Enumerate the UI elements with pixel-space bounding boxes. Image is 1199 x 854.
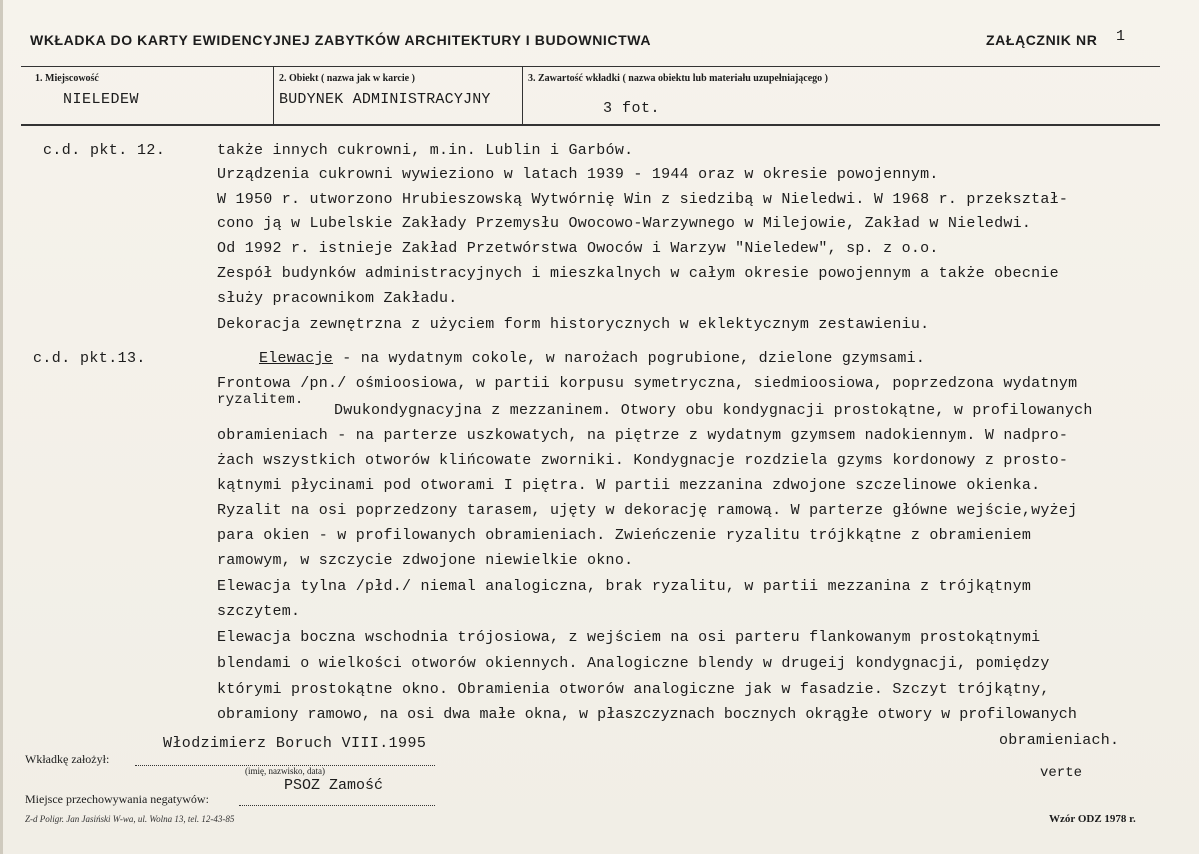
text-line: para okien - w profilowanych obramieniach. Zwieńczenie ryzalitu trójkkątne z obramieniem xyxy=(217,527,1032,544)
text-line: żach wszystkich otworów klińcowate zworniki. Kondygnacje rozdziela gzyms kordonowy z prosto- xyxy=(217,452,1069,469)
card-title: WKŁADKA DO KARTY EWIDENCYJNEJ ZABYTKÓW ARCHITEKTURY I BUDOWNICTWA xyxy=(30,32,652,48)
storage-label: Miejsce przechowywania negatywów: xyxy=(25,792,209,806)
text-line: blendami o wielkości otworów okiennych. Analogiczne blendy w drugeij kondygnacji, pomiędzy xyxy=(217,655,1050,672)
text-line: Urządzenia cukrowni wywieziono w latach 1939 - 1944 oraz w okresie powojennym. xyxy=(217,166,939,183)
storage-value: PSOZ Zamość xyxy=(284,777,384,794)
section-heading: Elewacje xyxy=(259,350,334,367)
text-line: Dekoracja zewnętrzna z użyciem form historycznych w eklektycznym zestawieniu. xyxy=(217,316,930,333)
locality-label: 1. Miejscowość xyxy=(35,73,99,84)
text-line: Elewacja tylna /płd./ niemal analogiczna, brak ryzalitu, w partii mezzanina z trójkątnym xyxy=(217,578,1032,595)
text-line: służy pracownikom Zakładu. xyxy=(217,290,458,307)
locality-value: NIELEDEW xyxy=(63,91,140,108)
text-line: obramieniach. xyxy=(999,732,1120,749)
section-heading-line xyxy=(259,350,925,367)
section-heading-rest: - na wydatnym cokole, w narożach pogrubione, dzielone gzymsami. xyxy=(333,350,926,367)
text-line: obramieniach - na parterze uszkowatych, na piętrze z wydatnym gzymsem nadokiennym. W nadpro- xyxy=(217,427,1069,444)
annex-number: 1 xyxy=(1116,28,1126,45)
printer-info: Z-d Poligr. Jan Jasiński W-wa, ul. Wolna 13, tel. 12-43-85 xyxy=(25,814,235,824)
header-top-rule xyxy=(21,66,1160,67)
object-label: 2. Obiekt ( nazwa jak w karcie ) xyxy=(279,73,415,84)
text-line: którymi prostokątne okno. Obramienia otworów analogiczne jak w fasadzie. Szczyt trójkątny, xyxy=(217,681,1050,698)
header-bottom-rule xyxy=(21,124,1160,126)
text-line: Od 1992 r. istnieje Zakład Przetwórstwa Owoców i Warzyw "Nieledew", sp. z o.o. xyxy=(217,240,939,257)
text-line: ryzalitem. xyxy=(217,392,304,408)
text-line: kątnymi płycinami pod otworami I piętra. W partii mezzanina zdwojone szczelinowe okienka. xyxy=(217,477,1041,494)
text-line: cono ją w Lubelskie Zakłady Przemysłu Owocowo-Warzywnego w Milejowie, Zakład w Nieledwi. xyxy=(217,215,1032,232)
text-line: ramowym, w szczycie zdwojone niewielkie okno. xyxy=(217,552,634,569)
author-label: Wkładkę założył: xyxy=(25,752,110,766)
text-line: obramiony ramowo, na osi dwa małe okna, w płaszczyznach bocznych okrągłe otwory w profilowanych xyxy=(217,706,1077,723)
field-divider-1 xyxy=(273,66,274,124)
text-line: Ryzalit na osi poprzedzony tarasem, ujęty w dekorację ramową. W parterze główne wejście,wyżej xyxy=(217,502,1078,519)
text-line: Zespół budynków administracyjnych i mieszkalnych w całym okresie powojennym a także obecnie xyxy=(217,265,1059,282)
verte-note: verte xyxy=(1040,765,1083,781)
form-id: Wzór ODZ 1978 r. xyxy=(1049,813,1136,825)
text-line: także innych cukrowni, m.in. Lublin i Garbów. xyxy=(217,142,634,159)
text-line: szczytem. xyxy=(217,603,301,620)
section-marker-12: c.d. pkt. 12. xyxy=(43,142,166,159)
object-value: BUDYNEK ADMINISTRACYJNY xyxy=(279,91,491,108)
annex-label: ZAŁĄCZNIK NR xyxy=(986,32,1098,48)
text-line: W 1950 r. utworzono Hrubieszowską Wytwórnię Win z siedzibą w Nieledwi. W 1968 r. przekształ- xyxy=(217,191,1069,208)
field-divider-2 xyxy=(522,66,523,124)
contents-label: 3. Zawartość wkładki ( nazwa obiektu lub materiału uzupełniającego ) xyxy=(528,73,829,84)
text-line: Dwukondygnacyjna z mezzaninem. Otwory obu kondygnacji prostokątne, w profilowanych xyxy=(334,402,1093,419)
text-line: Elewacja boczna wschodnia trójosiowa, z wejściem na osi parteru flankowanym prostokątnymi xyxy=(217,629,1041,646)
storage-dotted-line xyxy=(239,804,435,806)
author-note: (imię, nazwisko, data) xyxy=(245,766,325,776)
text-line: Frontowa /pn./ ośmioosiowa, w partii korpusu symetryczna, siedmioosiowa, poprzedzona wydatnym xyxy=(217,375,1078,392)
contents-value: 3 fot. xyxy=(603,100,661,117)
author-value: Włodzimierz Boruch VIII.1995 xyxy=(163,735,427,752)
section-marker-13: c.d. pkt.13. xyxy=(33,350,146,367)
